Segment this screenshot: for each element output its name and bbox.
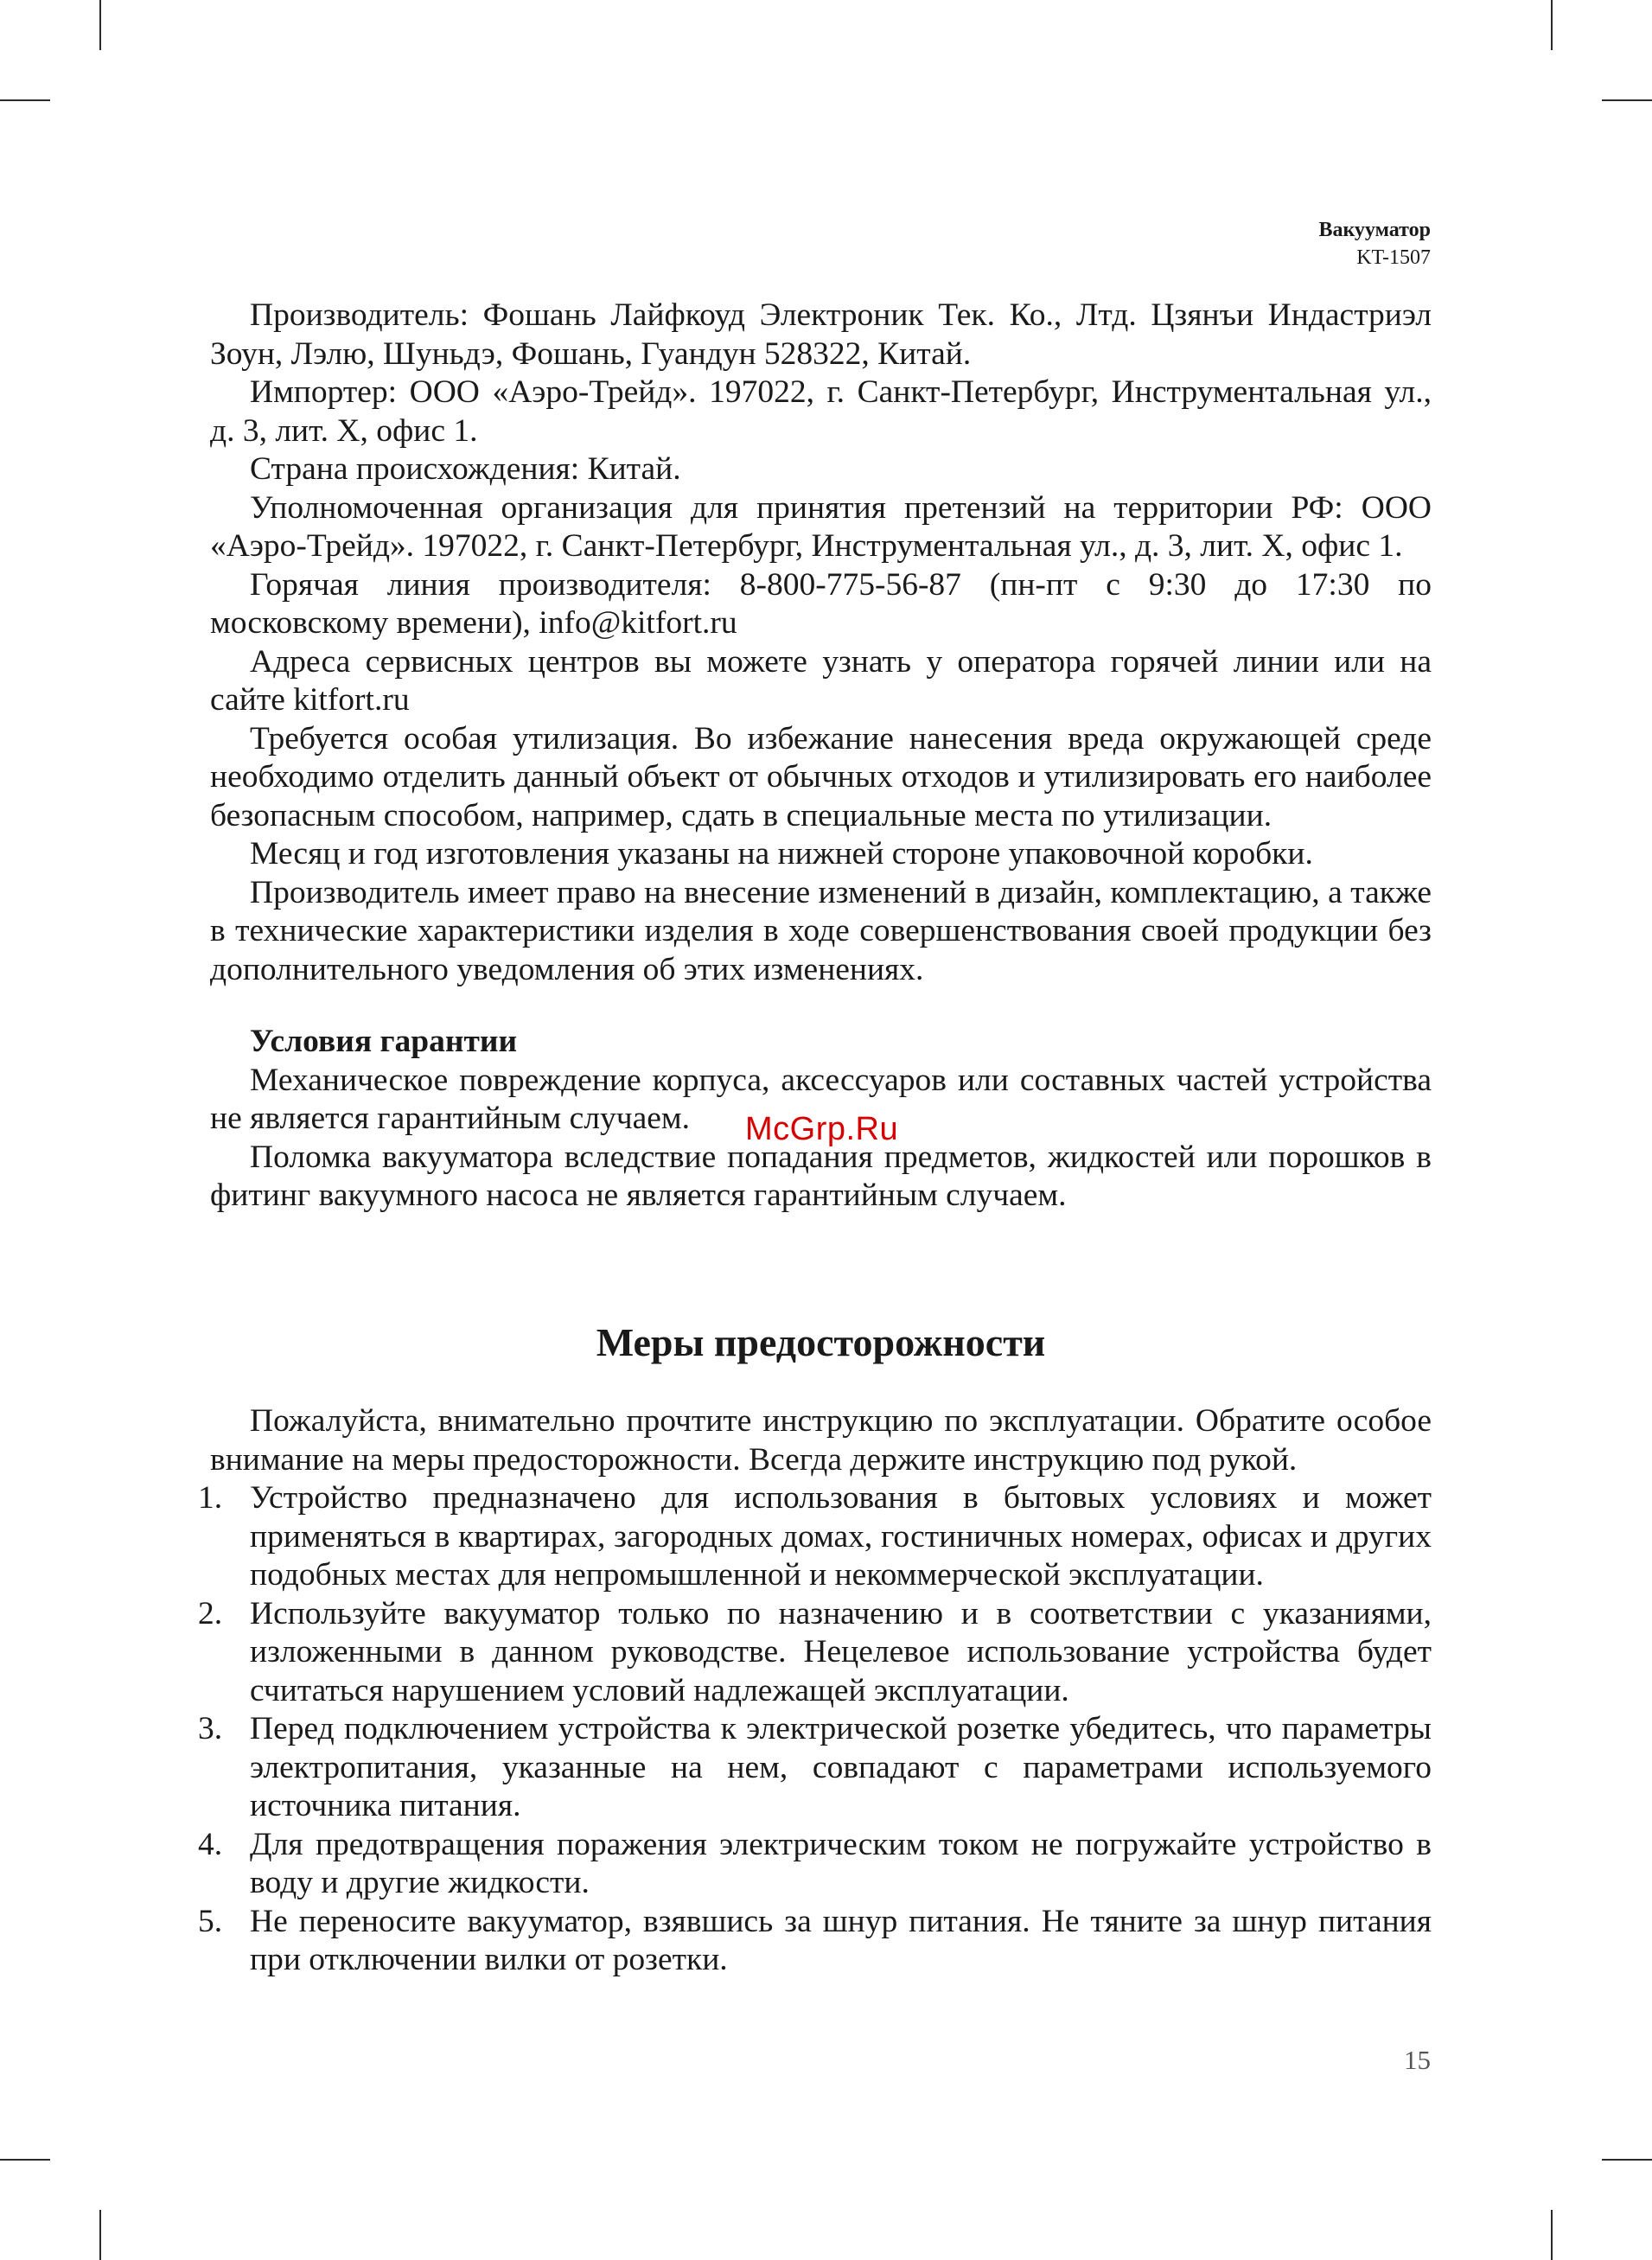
info-paragraph: Горячая линия производителя: 8-800-775-56-87 (пн-пт с 9:30 до 17:30 по московскому времени), info@kitfort.ru xyxy=(210,566,1432,641)
header-title: Вакууматор xyxy=(1318,219,1431,241)
crop-mark-bottom-right-h xyxy=(1602,2159,1652,2161)
info-paragraph: Производитель имеет право на внесение изменений в дизайн, комплектацию, а также в технические характеристики изделия в ходе совершенствования своей продукции без дополнительного уведомления об этих изменениях. xyxy=(210,874,1432,987)
crop-mark-bottom-right xyxy=(1551,2210,1553,2260)
list-item-text: Для предотвращения поражения электрическим током не погружайте устройство в воду и другие жидкости. xyxy=(250,1826,1432,1900)
info-paragraph: Импортер: ООО «Аэро-Трейд». 197022, г. Санкт-Петербург, Инструментальная ул., д. 3, лит. Х, офис 1. xyxy=(210,374,1432,449)
list-item xyxy=(198,1595,1432,1711)
running-header xyxy=(1318,216,1431,271)
list-item-number: 3. xyxy=(198,1711,223,1746)
list-item xyxy=(198,1903,1432,1980)
list-item-text: Устройство предназначено для использования в бытовых условиях и может применяться в квартирах, загородных домах, гостиничных номерах, офисах и других подобных местах для непромышленной и некоммерческой эксплуатации. xyxy=(250,1480,1432,1593)
list-item-text: Перед подключением устройства к электрической розетке убедитесь, что параметры электропитания, указанные на нем, совпадают с параметрами используемого источника питания. xyxy=(250,1711,1432,1823)
info-paragraph: Месяц и год изготовления указаны на нижней стороне упаковочной коробки. xyxy=(250,836,1313,871)
header-model: KT-1507 xyxy=(1356,246,1431,269)
list-item-number: 4. xyxy=(198,1826,223,1862)
info-block xyxy=(210,297,1432,989)
crop-mark-top-right xyxy=(1551,0,1553,50)
list-item xyxy=(198,1479,1432,1595)
crop-mark-top-left xyxy=(99,0,101,50)
crop-mark-bottom-left xyxy=(99,2210,101,2260)
info-paragraph: Производитель: Фошань Лайфкоуд Электроник Тек. Ко., Лтд. Цзянъи Индастриэл Зоун, Лэлю, Шуньдэ, Фошань, Гуандун 528322, Китай. xyxy=(210,297,1432,372)
warranty-heading: Условия гарантии xyxy=(250,1024,518,1059)
precautions-list xyxy=(198,1479,1432,1980)
info-paragraph: Адреса сервисных центров вы можете узнать у оператора горячей линии или на сайте kitfort.ru xyxy=(210,643,1432,718)
page-number: 15 xyxy=(1404,2045,1431,2075)
list-item-text: Не переносите вакууматор, взявшись за шнур питания. Не тяните за шнур питания при отключении вилки от розетки. xyxy=(250,1903,1432,1977)
crop-mark-top-left-h xyxy=(0,99,50,101)
crop-mark-bottom-left-h xyxy=(0,2159,50,2161)
section-title: Меры предосторожности xyxy=(596,1320,1046,1364)
info-paragraph: Страна происхождения: Китай. xyxy=(250,451,681,487)
list-item-number: 5. xyxy=(198,1903,223,1939)
info-paragraph: Требуется особая утилизация. Во избежание нанесения вреда окружающей среде необходимо отделить данный объект от обычных отходов и утилизировать его наиболее безопасным способом, например, сдать в специальные места по утилизации. xyxy=(210,720,1432,833)
precautions-intro: Пожалуйста, внимательно прочтите инструкцию по эксплуатации. Обратите особое внимание на меры предосторожности. Всегда держите инструкцию под рукой. xyxy=(210,1403,1432,1478)
warranty-paragraph: Механическое повреждение корпуса, аксессуаров или составных частей устройства не является гарантийным случаем. xyxy=(210,1062,1432,1136)
precautions-block xyxy=(198,1402,1432,1980)
warranty-paragraph: Поломка вакууматора вследствие попадания предметов, жидкостей или порошков в фитинг вакуумного насоса не является гарантийным случаем. xyxy=(210,1139,1432,1213)
watermark: McGrp.Ru xyxy=(745,1111,899,1147)
list-item-text: Используйте вакууматор только по назначению и в соответствии с указаниями, изложенными в данном руководстве. Нецелевое использование устройства будет считаться нарушением условий надлежащей эксплуатации. xyxy=(250,1595,1432,1708)
list-item xyxy=(198,1826,1432,1903)
list-item-number: 1. xyxy=(198,1480,223,1516)
crop-mark-top-right-h xyxy=(1602,99,1652,101)
list-item-number: 2. xyxy=(198,1595,223,1631)
info-paragraph: Уполномоченная организация для принятия претензий на территории РФ: ООО «Аэро-Трейд». 197022, г. Санкт-Петербург, Инструментальная ул., д. 3, лит. Х, офис 1. xyxy=(210,489,1432,564)
list-item xyxy=(198,1710,1432,1826)
